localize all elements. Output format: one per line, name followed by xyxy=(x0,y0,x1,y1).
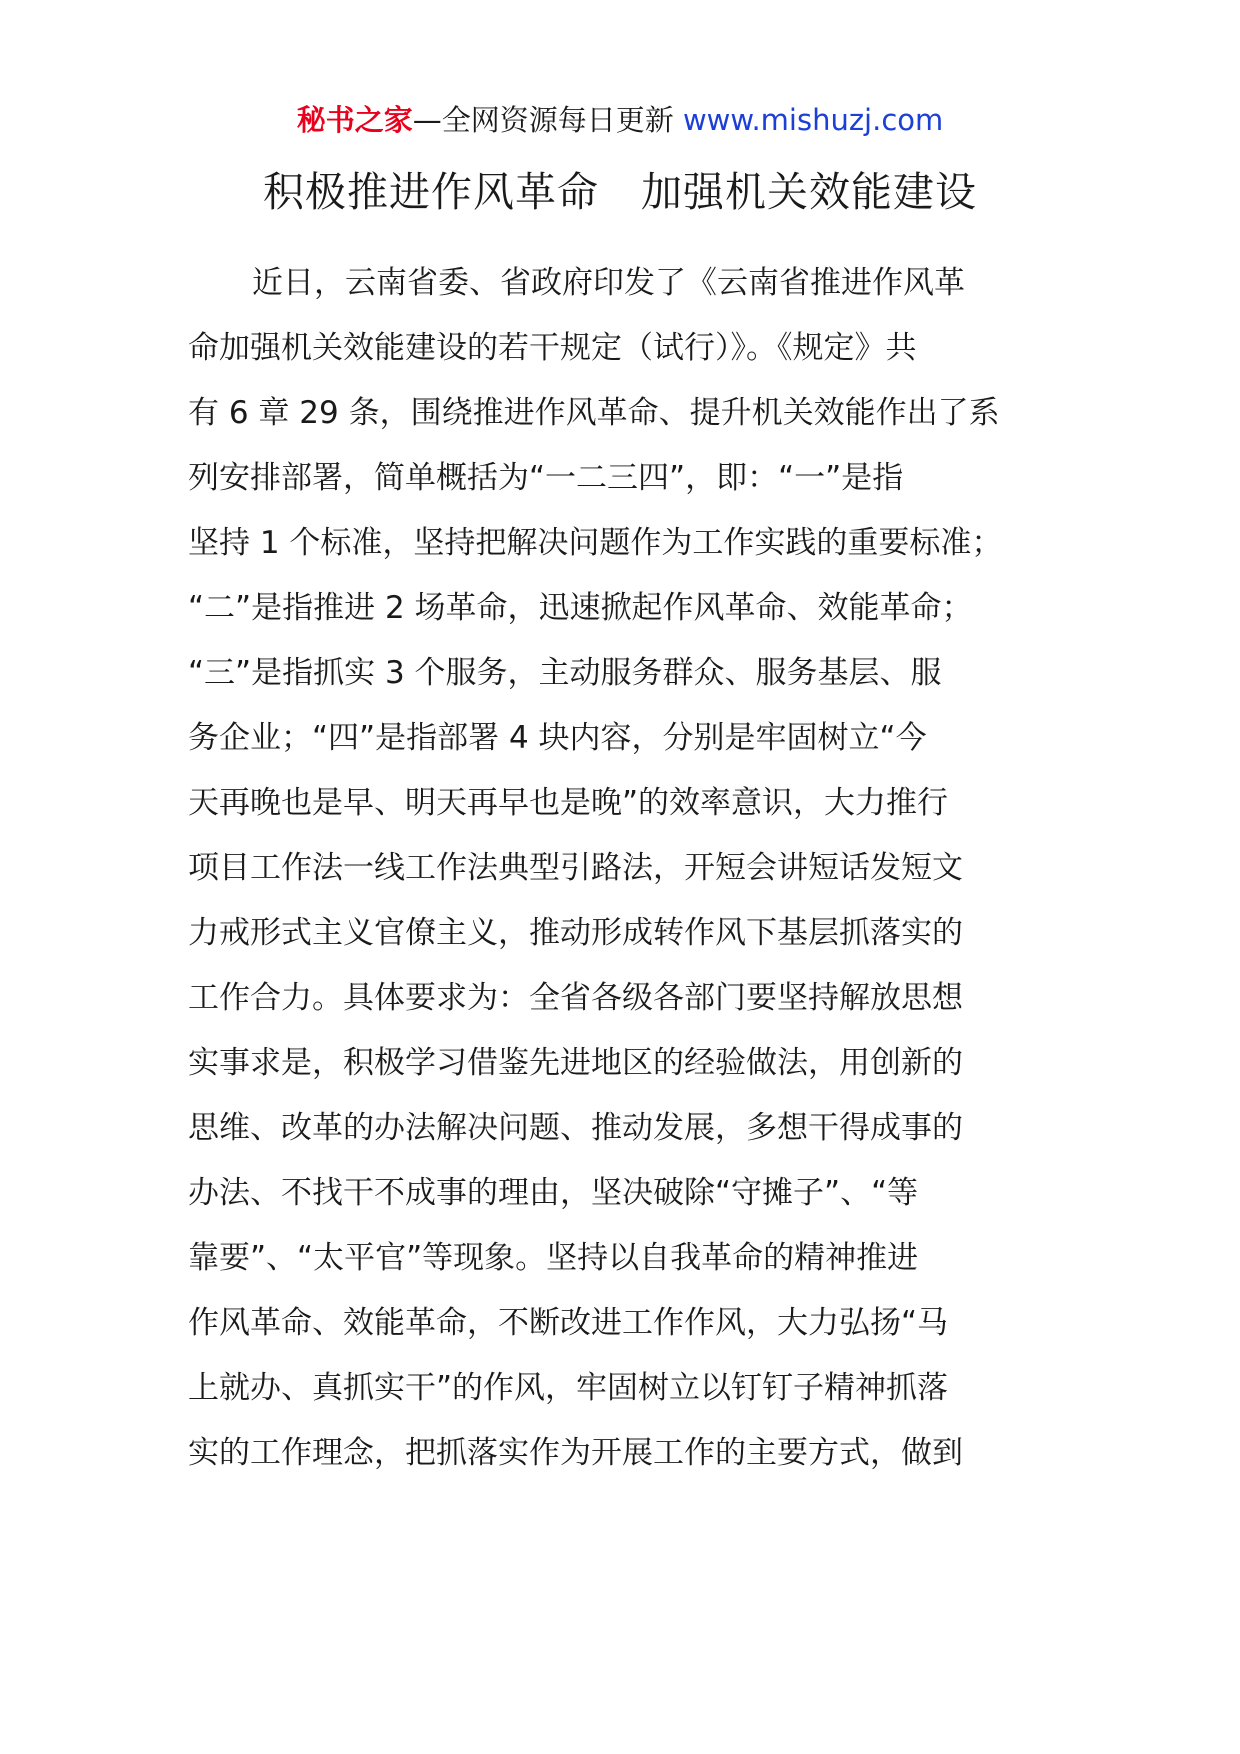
body-line: 办法、不找干不成事的理由，坚决破除“守摊子”、“等 xyxy=(188,1175,919,1211)
body-line: 命加强机关效能建设的若干规定（试行）》。《规定》共 xyxy=(188,330,917,366)
body-line: 务企业；“四”是指部署 4 块内容，分别是牢固树立“今 xyxy=(188,720,927,756)
body-line: 实事求是，积极学习借鉴先进地区的经验做法，用创新的 xyxy=(188,1045,963,1081)
body-line: 天再晚也是早、明天再早也是晚”的效率意识，大力推行 xyxy=(188,785,949,821)
body-line: “二”是指推进 2 场革命，迅速掀起作风革命、效能革命； xyxy=(188,590,973,626)
site-brand: 秘书之家 xyxy=(296,103,413,137)
body-line: 力戒形式主义官僚主义，推动形成转作风下基层抓落实的 xyxy=(188,915,963,951)
document-title: 积极推进作风革命 加强机关效能建设 xyxy=(263,168,977,216)
body-line: 有 6 章 29 条，围绕推进作风革命、提升机关效能作出了系 xyxy=(188,395,1000,431)
document-body xyxy=(188,258,1088,1493)
body-line: 上就办、真抓实干”的作风，牢固树立以钉钉子精神抓落 xyxy=(188,1370,949,1406)
body-line: 列安排部署，简单概括为“一二三四”，即：“一”是指 xyxy=(188,460,904,496)
body-line: 项目工作法一线工作法典型引路法，开短会讲短话发短文 xyxy=(188,850,963,886)
site-header xyxy=(0,100,1240,140)
body-line: 作风革命、效能革命，不断改进工作作风，大力弘扬“马 xyxy=(188,1305,949,1341)
body-line: 靠要”、“太平官”等现象。坚持以自我革命的精神推进 xyxy=(188,1240,919,1276)
body-line: 坚持 1 个标准，坚持把解决问题作为工作实践的重要标准； xyxy=(188,525,1003,561)
body-line: 近日，云南省委、省政府印发了《云南省推进作风革 xyxy=(252,265,965,301)
body-line: 实的工作理念，把抓落实作为开展工作的主要方式，做到 xyxy=(188,1435,963,1471)
body-line: 工作合力。具体要求为：全省各级各部门要坚持解放思想 xyxy=(188,980,963,1016)
site-url[interactable]: www.mishuzj.com xyxy=(682,103,944,137)
site-tagline: —全网资源每日更新 xyxy=(412,103,683,137)
body-line: “三”是指抓实 3 个服务，主动服务群众、服务基层、服 xyxy=(188,655,942,691)
body-line: 思维、改革的办法解决问题、推动发展，多想干得成事的 xyxy=(188,1110,963,1146)
